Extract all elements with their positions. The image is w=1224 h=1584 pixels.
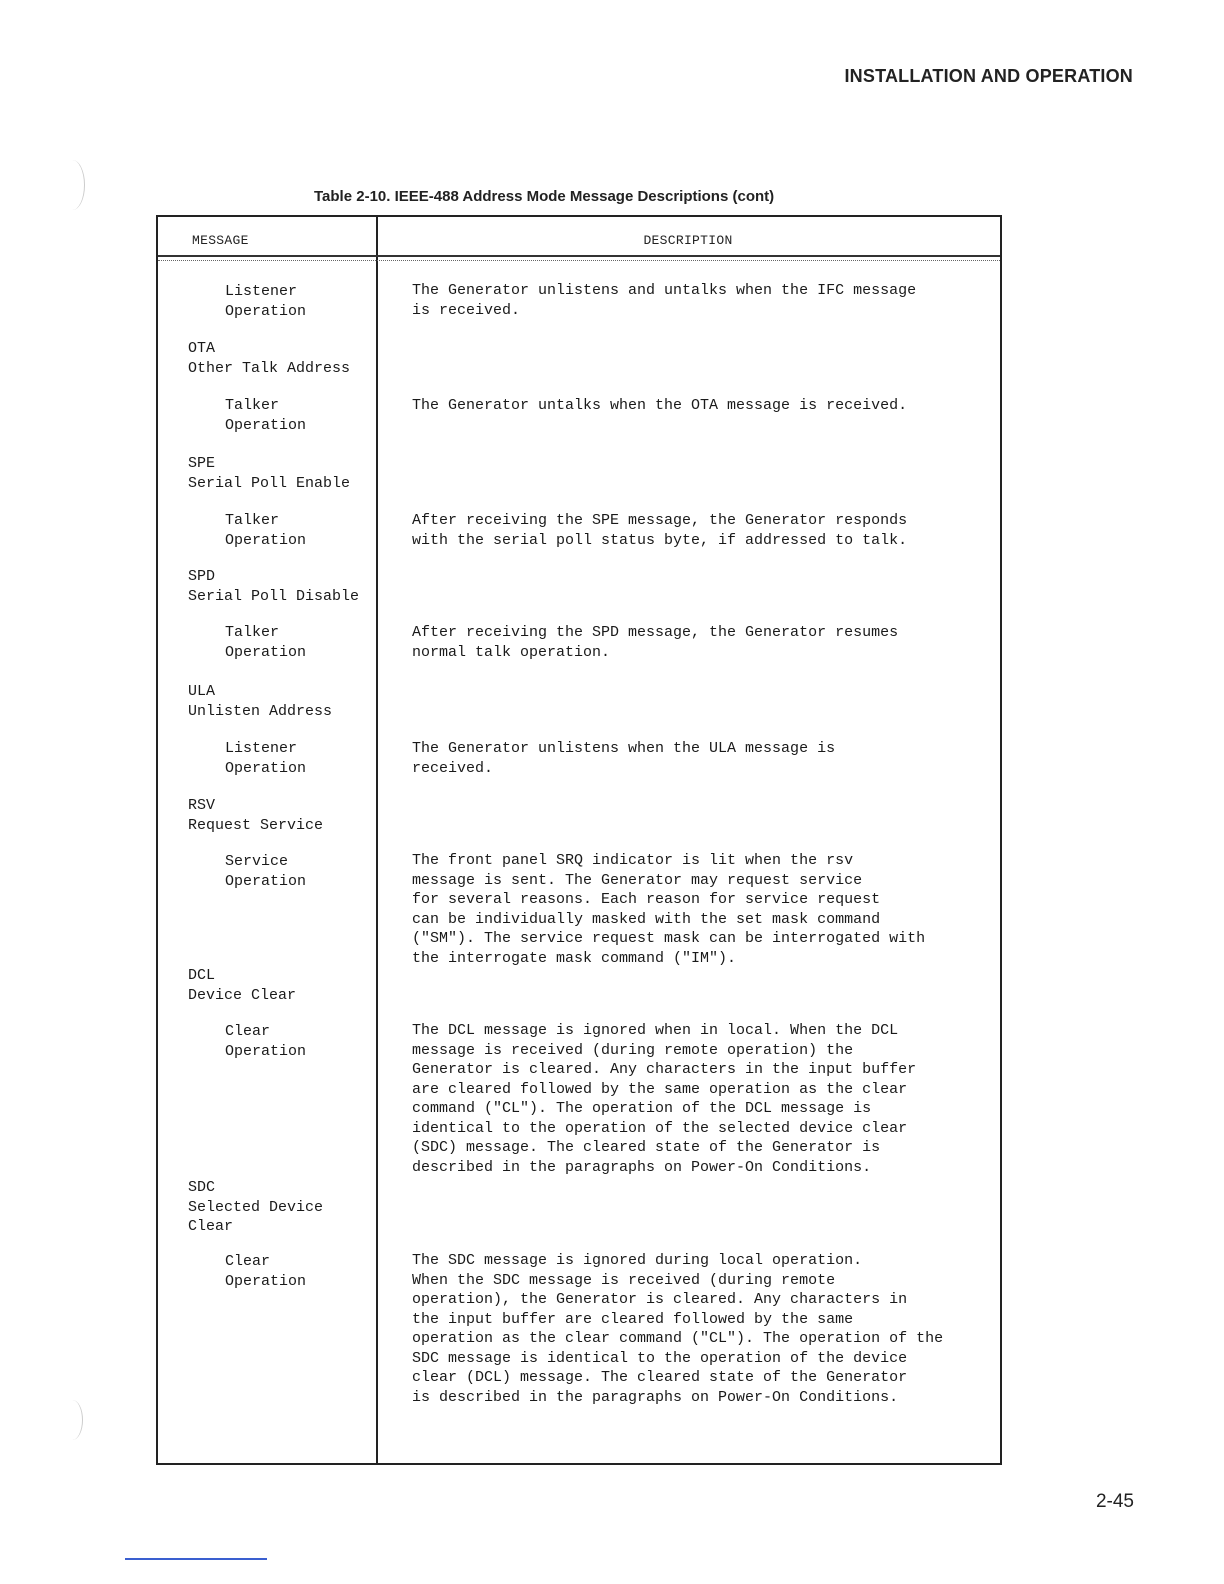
entry-desc-rsv: The front panel SRQ indicator is lit when the rsv message is sent. The Generator may request service for several reasons. Each reason for service request can be individually masked with the set mask command ("SM"). The service request mask can be interrogated with the interrogate mask command ("IM"). [412, 852, 926, 967]
entry-code-spe: SPE Serial Poll Enable [188, 455, 351, 492]
table-caption: Table 2-10. IEEE-488 Address Mode Message Descriptions (cont) [314, 188, 775, 205]
entry-desc-ula: The Generator unlistens when the ULA message is received. [412, 740, 836, 777]
column-divider [376, 217, 378, 1463]
entry-code-dcl: DCL Device Clear [188, 967, 297, 1004]
header-rule [158, 255, 1000, 261]
entry-code-rsv: RSV Request Service [188, 797, 324, 834]
message-table [156, 215, 1002, 1465]
scan-artifact [62, 1400, 83, 1440]
entry-sub-listener-ifc: Listener Operation [225, 283, 307, 320]
entry-desc-spe: After receiving the SPE message, the Generator responds with the serial poll status byte, if addressed to talk. [412, 512, 908, 549]
column-header-description: DESCRIPTION [643, 233, 733, 248]
page-number: 2-45 [1095, 1491, 1134, 1512]
entry-code-ota: OTA Other Talk Address [188, 340, 351, 377]
entry-desc-sdc: The SDC message is ignored during local operation. When the SDC message is received (during remote operation), the Generator is cleared. Any characters in the input buffer are cleared followed by the same operation as the clear command ("CL"). The operation of the SDC message is identical to the operation of the device clear (DCL) message. The cleared state of the Generator is described in the paragraphs on Power-On Conditions. [412, 1252, 944, 1406]
scan-artifact [60, 160, 85, 210]
entry-sub-ota: Talker Operation [225, 397, 307, 434]
entry-sub-spd: Talker Operation [225, 624, 307, 661]
footer-link-underline [125, 1558, 267, 1560]
entry-desc-spd: After receiving the SPD message, the Generator resumes normal talk operation. [412, 624, 899, 661]
entry-sub-spe: Talker Operation [225, 512, 307, 549]
entry-sub-rsv: Service Operation [225, 853, 307, 890]
entry-code-ula: ULA Unlisten Address [188, 683, 333, 720]
entry-sub-sdc: Clear Operation [225, 1253, 307, 1290]
column-header-message: MESSAGE [192, 233, 249, 248]
entry-sub-dcl: Clear Operation [225, 1023, 307, 1060]
entry-code-sdc: SDC Selected Device Clear [188, 1179, 324, 1235]
entry-code-spd: SPD Serial Poll Disable [188, 568, 360, 605]
entry-desc-dcl: The DCL message is ignored when in local. When the DCL message is received (during remote operation) the Generator is cleared. Any characters in the input buffer are cleared followed by the same operation as the clear command ("CL"). The operation of the DCL message is identical to the operation of the selected device clear (SDC) message. The cleared state of the Generator is described in the paragraphs on Power-On Conditions. [412, 1022, 917, 1176]
section-header: INSTALLATION AND OPERATION [844, 66, 1133, 86]
entry-desc-ifc: The Generator unlistens and untalks when the IFC message is received. [412, 282, 917, 319]
entry-desc-ota: The Generator untalks when the OTA message is received. [412, 397, 908, 414]
entry-sub-ula: Listener Operation [225, 740, 307, 777]
